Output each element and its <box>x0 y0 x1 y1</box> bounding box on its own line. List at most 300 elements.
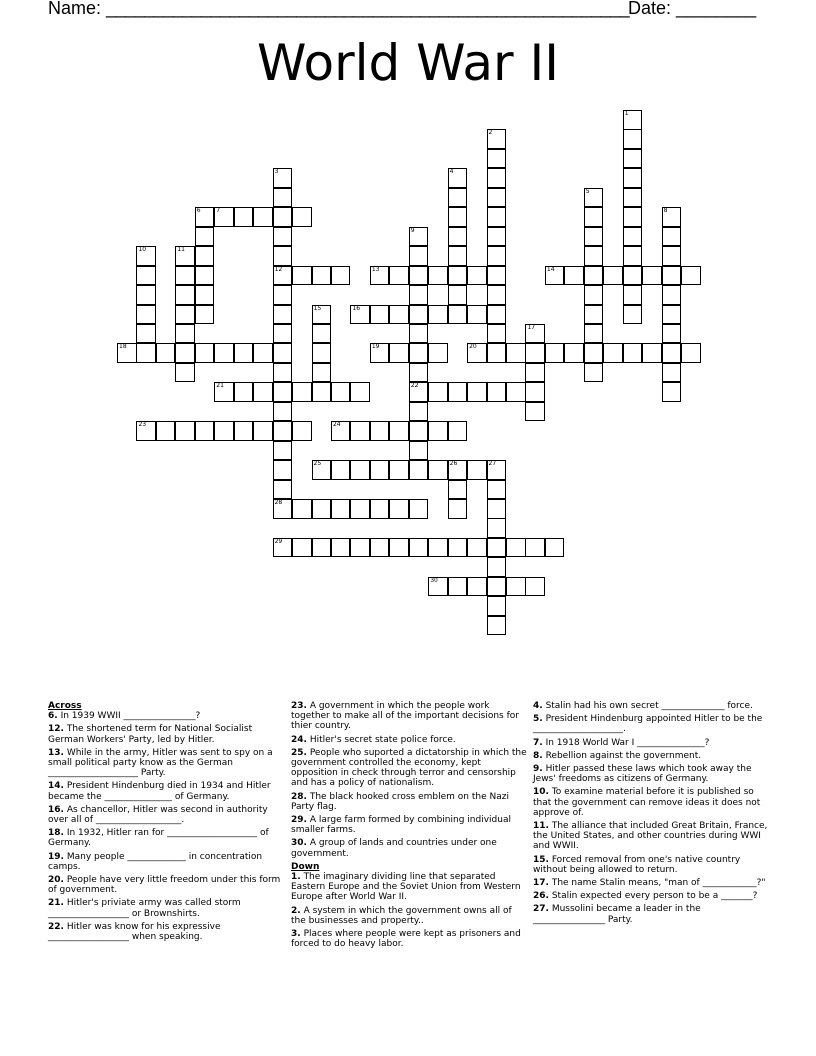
down-heading: Down <box>291 861 320 872</box>
grid-cell[interactable] <box>623 188 643 208</box>
grid-cell[interactable] <box>214 207 234 227</box>
grid-cell[interactable] <box>487 480 507 500</box>
grid-cell[interactable] <box>117 343 137 363</box>
grid-cell[interactable] <box>312 460 332 480</box>
grid-cell[interactable] <box>331 266 351 286</box>
grid-cell[interactable] <box>292 266 312 286</box>
grid-cell[interactable] <box>389 460 409 480</box>
clue-item <box>48 711 286 721</box>
grid-cell[interactable] <box>175 363 195 383</box>
grid-cell[interactable] <box>136 246 156 266</box>
grid-cell[interactable] <box>292 421 312 441</box>
grid-cell[interactable] <box>195 285 215 305</box>
down-clue-list-continued <box>533 701 771 925</box>
name-line: _______________________________________________________ <box>106 0 630 18</box>
grid-cell[interactable] <box>662 324 682 344</box>
grid-cell[interactable] <box>467 382 487 402</box>
grid-cell[interactable] <box>428 343 448 363</box>
grid-cell[interactable] <box>428 577 448 597</box>
grid-cell[interactable] <box>273 538 293 558</box>
clue-text: People have very little freedom under this form of government. <box>48 875 281 896</box>
clue-item <box>291 792 529 812</box>
grid-cell[interactable] <box>195 343 215 363</box>
grid-cell[interactable] <box>273 382 293 402</box>
grid-cell[interactable] <box>467 577 487 597</box>
clue-number: 18 <box>119 343 127 351</box>
grid-cell[interactable] <box>370 538 390 558</box>
grid-cell[interactable] <box>662 382 682 402</box>
grid-cell[interactable] <box>234 343 254 363</box>
grid-cell[interactable] <box>389 421 409 441</box>
grid-cell[interactable] <box>312 499 332 519</box>
clue-text: Hitler passed these laws which took away the Jews' freedoms as citizens of Germany. <box>533 764 752 785</box>
grid-cell[interactable] <box>623 207 643 227</box>
grid-cell[interactable] <box>545 538 565 558</box>
grid-cell[interactable] <box>312 305 332 325</box>
grid-cell[interactable] <box>487 538 507 558</box>
grid-cell[interactable] <box>331 499 351 519</box>
grid-cell[interactable] <box>175 324 195 344</box>
grid-cell[interactable] <box>136 285 156 305</box>
grid-cell[interactable] <box>448 460 468 480</box>
grid-cell[interactable] <box>292 207 312 227</box>
grid-cell[interactable] <box>312 538 332 558</box>
clue-number-label: 25. <box>291 747 307 758</box>
grid-cell[interactable] <box>448 305 468 325</box>
clue-number: 19 <box>371 343 380 351</box>
clue-text: President Hindenburg appointed Hitler to be the ____________________. <box>533 714 763 735</box>
grid-cell[interactable] <box>428 382 448 402</box>
clue-number-label: 5. <box>533 714 543 725</box>
grid-cell[interactable] <box>584 188 604 208</box>
grid-cell[interactable] <box>273 207 293 227</box>
grid-cell[interactable] <box>428 266 448 286</box>
clue-item <box>48 828 286 848</box>
grid-cell[interactable] <box>195 266 215 286</box>
clue-number-label: 9. <box>533 764 543 775</box>
clue-number: 27 <box>488 460 497 468</box>
grid-cell[interactable] <box>623 168 643 188</box>
grid-cell[interactable] <box>370 343 390 363</box>
clue-number: 4 <box>449 168 454 176</box>
grid-cell[interactable] <box>389 499 409 519</box>
grid-cell[interactable] <box>623 129 643 149</box>
across-clue-list <box>48 711 286 942</box>
clue-text: Stalin expected every person to be a _______? <box>551 891 758 902</box>
grid-cell[interactable] <box>623 227 643 247</box>
grid-cell[interactable] <box>623 305 643 325</box>
grid-cell[interactable] <box>136 421 156 441</box>
clue-number: 2 <box>488 129 493 137</box>
grid-cell[interactable] <box>623 246 643 266</box>
clue-number: 6 <box>196 207 201 215</box>
grid-cell[interactable] <box>331 382 351 402</box>
grid-cell[interactable] <box>564 343 584 363</box>
clue-number-label: 13. <box>48 747 64 758</box>
grid-cell[interactable] <box>525 363 545 383</box>
grid-cell[interactable] <box>253 421 273 441</box>
grid-cell[interactable] <box>253 207 273 227</box>
grid-cell[interactable] <box>506 538 526 558</box>
page-title: World War II <box>256 34 559 92</box>
grid-cell[interactable] <box>292 382 312 402</box>
clue-number-label: 21. <box>48 898 64 909</box>
grid-cell[interactable] <box>448 168 468 188</box>
grid-cell[interactable] <box>448 227 468 247</box>
grid-cell[interactable] <box>370 499 390 519</box>
grid-cell[interactable] <box>428 305 448 325</box>
grid-cell[interactable] <box>195 227 215 247</box>
grid-cell[interactable] <box>409 460 429 480</box>
clue-text: The black hooked cross emblem on the Nazi Party flag. <box>291 791 509 812</box>
grid-cell[interactable] <box>448 421 468 441</box>
grid-cell[interactable] <box>448 266 468 286</box>
grid-cell[interactable] <box>487 557 507 577</box>
grid-cell[interactable] <box>292 538 312 558</box>
grid-cell[interactable] <box>389 538 409 558</box>
grid-cell[interactable] <box>273 227 293 247</box>
clue-number-label: 6. <box>48 711 58 722</box>
grid-cell[interactable] <box>487 343 507 363</box>
clue-number: 8 <box>663 207 668 215</box>
grid-cell[interactable] <box>409 246 429 266</box>
grid-cell[interactable] <box>409 343 429 363</box>
grid-cell[interactable] <box>487 207 507 227</box>
clue-item <box>291 929 529 949</box>
clue-text: Many people _____________ in concentration camps. <box>48 851 263 872</box>
grid-cell[interactable] <box>350 382 370 402</box>
grid-cell[interactable] <box>273 266 293 286</box>
grid-cell[interactable] <box>409 499 429 519</box>
grid-cell[interactable] <box>234 382 254 402</box>
grid-cell[interactable] <box>525 577 545 597</box>
grid-cell[interactable] <box>545 343 565 363</box>
clue-text: Hitler was know for his expressive __________________ when speaking. <box>48 921 221 943</box>
grid-cell[interactable] <box>487 246 507 266</box>
clue-number-label: 20. <box>48 875 64 886</box>
grid-cell[interactable] <box>331 421 351 441</box>
grid-cell[interactable] <box>584 227 604 247</box>
grid-cell[interactable] <box>312 382 332 402</box>
grid-cell[interactable] <box>175 343 195 363</box>
clue-item <box>533 701 771 711</box>
grid-cell[interactable] <box>350 460 370 480</box>
grid-cell[interactable] <box>156 343 176 363</box>
grid-cell[interactable] <box>350 305 370 325</box>
date-line: ________ <box>676 0 757 18</box>
grid-cell[interactable] <box>312 343 332 363</box>
grid-cell[interactable] <box>525 324 545 344</box>
grid-cell[interactable] <box>409 421 429 441</box>
grid-cell[interactable] <box>662 246 682 266</box>
grid-cell[interactable] <box>214 421 234 441</box>
grid-cell[interactable] <box>603 343 623 363</box>
grid-cell[interactable] <box>506 577 526 597</box>
grid-cell[interactable] <box>312 266 332 286</box>
grid-cell[interactable] <box>642 343 662 363</box>
grid-cell[interactable] <box>273 246 293 266</box>
grid-cell[interactable] <box>623 285 643 305</box>
grid-cell[interactable] <box>448 538 468 558</box>
clue-number: 10 <box>138 246 147 254</box>
grid-cell[interactable] <box>195 305 215 325</box>
grid-cell[interactable] <box>487 227 507 247</box>
clue-text: To examine material before it is published so that the government can remove ideas it does not approve of. <box>533 787 761 818</box>
grid-cell[interactable] <box>234 207 254 227</box>
clue-item <box>48 898 286 918</box>
grid-cell[interactable] <box>681 343 701 363</box>
grid-cell[interactable] <box>273 188 293 208</box>
clue-number: 12 <box>274 265 283 273</box>
grid-cell[interactable] <box>273 499 293 519</box>
grid-cell[interactable] <box>409 285 429 305</box>
grid-cell[interactable] <box>292 499 312 519</box>
clue-column-1 <box>48 701 286 945</box>
grid-cell[interactable] <box>467 343 487 363</box>
grid-cell[interactable] <box>584 285 604 305</box>
grid-cell[interactable] <box>409 363 429 383</box>
grid-cell[interactable] <box>428 421 448 441</box>
grid-cell[interactable] <box>409 538 429 558</box>
grid-cell[interactable] <box>409 402 429 422</box>
grid-cell[interactable] <box>234 421 254 441</box>
clue-number-label: 4. <box>533 701 543 711</box>
grid-cell[interactable] <box>448 207 468 227</box>
grid-cell[interactable] <box>448 285 468 305</box>
grid-cell[interactable] <box>156 421 176 441</box>
clue-item <box>533 821 771 852</box>
grid-cell[interactable] <box>487 285 507 305</box>
clue-number: 16 <box>352 304 361 312</box>
grid-cell[interactable] <box>253 343 273 363</box>
grid-cell[interactable] <box>273 343 293 363</box>
grid-cell[interactable] <box>487 129 507 149</box>
clue-item <box>48 852 286 872</box>
grid-cell[interactable] <box>370 460 390 480</box>
grid-cell[interactable] <box>195 246 215 266</box>
grid-cell[interactable] <box>623 110 643 130</box>
grid-cell[interactable] <box>409 305 429 325</box>
grid-cell[interactable] <box>467 266 487 286</box>
grid-cell[interactable] <box>467 460 487 480</box>
grid-cell[interactable] <box>273 285 293 305</box>
clue-item <box>291 701 529 732</box>
grid-cell[interactable] <box>312 363 332 383</box>
grid-cell[interactable] <box>623 343 643 363</box>
grid-cell[interactable] <box>506 343 526 363</box>
grid-cell[interactable] <box>584 207 604 227</box>
grid-cell[interactable] <box>195 207 215 227</box>
grid-cell[interactable] <box>487 616 507 636</box>
clue-number: 11 <box>177 246 185 254</box>
grid-cell[interactable] <box>525 382 545 402</box>
grid-cell[interactable] <box>448 188 468 208</box>
grid-cell[interactable] <box>662 207 682 227</box>
grid-cell[interactable] <box>370 305 390 325</box>
grid-cell[interactable] <box>370 421 390 441</box>
grid-cell[interactable] <box>487 518 507 538</box>
grid-cell[interactable] <box>389 343 409 363</box>
grid-cell[interactable] <box>312 324 332 344</box>
clue-item <box>48 922 286 942</box>
grid-cell[interactable] <box>448 480 468 500</box>
grid-cell[interactable] <box>409 324 429 344</box>
grid-cell[interactable] <box>214 382 234 402</box>
grid-cell[interactable] <box>545 266 565 286</box>
grid-cell[interactable] <box>350 538 370 558</box>
grid-cell[interactable] <box>273 324 293 344</box>
clue-text: A large farm formed by combining individual smaller farms. <box>291 815 511 836</box>
grid-cell[interactable] <box>662 363 682 383</box>
grid-cell[interactable] <box>175 305 195 325</box>
clue-item <box>291 906 529 926</box>
grid-cell[interactable] <box>214 343 234 363</box>
grid-cell[interactable] <box>389 305 409 325</box>
grid-cell[interactable] <box>273 305 293 325</box>
clue-number: 13 <box>371 265 380 273</box>
grid-cell[interactable] <box>506 382 526 402</box>
grid-cell[interactable] <box>584 343 604 363</box>
grid-cell[interactable] <box>662 343 682 363</box>
clue-number: 20 <box>469 343 477 351</box>
grid-cell[interactable] <box>662 305 682 325</box>
grid-cell[interactable] <box>428 538 448 558</box>
grid-cell[interactable] <box>487 188 507 208</box>
grid-cell[interactable] <box>662 285 682 305</box>
grid-cell[interactable] <box>525 402 545 422</box>
clue-item <box>533 787 771 818</box>
clue-item <box>48 724 286 744</box>
clue-text: A government in which the people work together to make all of the important decisions for thier country. <box>291 701 519 732</box>
grid-cell[interactable] <box>564 266 584 286</box>
grid-cell[interactable] <box>273 480 293 500</box>
grid-cell[interactable] <box>136 324 156 344</box>
grid-cell[interactable] <box>662 266 682 286</box>
clue-item <box>533 904 771 924</box>
grid-cell[interactable] <box>175 285 195 305</box>
grid-cell[interactable] <box>448 246 468 266</box>
grid-cell[interactable] <box>175 266 195 286</box>
clue-number-label: 7. <box>533 737 543 748</box>
grid-cell[interactable] <box>487 460 507 480</box>
grid-cell[interactable] <box>525 343 545 363</box>
grid-cell[interactable] <box>487 266 507 286</box>
grid-cell[interactable] <box>409 266 429 286</box>
grid-cell[interactable] <box>136 266 156 286</box>
clue-item <box>533 714 771 734</box>
grid-cell[interactable] <box>467 305 487 325</box>
grid-cell[interactable] <box>331 460 351 480</box>
clue-text: Mussolini became a leader in the ________________ Party. <box>533 904 701 925</box>
grid-cell[interactable] <box>584 305 604 325</box>
grid-cell[interactable] <box>448 499 468 519</box>
grid-cell[interactable] <box>331 538 351 558</box>
grid-cell[interactable] <box>584 266 604 286</box>
grid-cell[interactable] <box>623 149 643 169</box>
grid-cell[interactable] <box>370 266 390 286</box>
clue-number-label: 15. <box>533 854 549 865</box>
grid-cell[interactable] <box>642 266 662 286</box>
clue-number-label: 18. <box>48 828 64 839</box>
grid-cell[interactable] <box>487 577 507 597</box>
grid-cell[interactable] <box>409 441 429 461</box>
grid-cell[interactable] <box>487 499 507 519</box>
clue-number-label: 28. <box>291 791 307 802</box>
grid-cell[interactable] <box>487 149 507 169</box>
grid-cell[interactable] <box>273 402 293 422</box>
grid-cell[interactable] <box>136 343 156 363</box>
clue-column-2 <box>291 701 529 952</box>
clue-number-label: 10. <box>533 787 549 798</box>
grid-cell[interactable] <box>448 577 468 597</box>
clue-number-label: 24. <box>291 734 307 745</box>
grid-cell[interactable] <box>253 382 273 402</box>
grid-cell[interactable] <box>175 421 195 441</box>
clue-number: 28 <box>274 499 283 506</box>
clue-number-label: 23. <box>291 701 307 711</box>
grid-cell[interactable] <box>389 266 409 286</box>
grid-cell[interactable] <box>623 266 643 286</box>
grid-cell[interactable] <box>681 266 701 286</box>
grid-cell[interactable] <box>487 324 507 344</box>
grid-cell[interactable] <box>136 305 156 325</box>
clue-number: 29 <box>274 537 283 545</box>
clue-number: 5 <box>585 187 590 195</box>
clue-number-label: 12. <box>48 724 64 735</box>
clue-number: 7 <box>216 207 221 215</box>
grid-cell[interactable] <box>525 538 545 558</box>
grid-cell[interactable] <box>584 246 604 266</box>
grid-cell[interactable] <box>584 363 604 383</box>
grid-cell[interactable] <box>273 363 293 383</box>
grid-cell[interactable] <box>195 421 215 441</box>
clue-item <box>291 872 529 903</box>
grid-cell[interactable] <box>350 499 370 519</box>
clue-text: Hitler's secret state police force. <box>309 734 456 745</box>
grid-cell[interactable] <box>273 168 293 188</box>
grid-cell[interactable] <box>603 266 623 286</box>
clue-number-label: 11. <box>533 821 549 832</box>
clue-text: The name Stalin means, "man of ____________?" <box>551 878 766 889</box>
grid-cell[interactable] <box>409 382 429 402</box>
grid-cell[interactable] <box>448 382 468 402</box>
grid-cell[interactable] <box>273 441 293 461</box>
grid-cell[interactable] <box>662 227 682 247</box>
clue-item <box>533 738 771 748</box>
grid-cell[interactable] <box>428 460 448 480</box>
grid-cell[interactable] <box>409 227 429 247</box>
grid-cell[interactable] <box>584 324 604 344</box>
clue-number-label: 30. <box>291 838 307 849</box>
clue-text: While in the army, Hitler was sent to spy on a small political party know as the German ____________________ Party. <box>48 747 273 779</box>
grid-cell[interactable] <box>487 168 507 188</box>
clue-number: 17 <box>527 323 536 331</box>
clue-number-label: 16. <box>48 804 64 815</box>
clue-column-3 <box>533 701 771 928</box>
grid-cell[interactable] <box>487 382 507 402</box>
grid-cell[interactable] <box>350 421 370 441</box>
grid-cell[interactable] <box>273 460 293 480</box>
grid-cell[interactable] <box>487 596 507 616</box>
clue-number: 22 <box>410 382 419 390</box>
grid-cell[interactable] <box>273 421 293 441</box>
grid-cell[interactable] <box>487 305 507 325</box>
down-clue-list <box>291 872 529 949</box>
clue-number-label: 8. <box>533 750 543 761</box>
clue-number-label: 26. <box>533 891 549 902</box>
grid-cell[interactable] <box>175 246 195 266</box>
grid-cell[interactable] <box>467 538 487 558</box>
